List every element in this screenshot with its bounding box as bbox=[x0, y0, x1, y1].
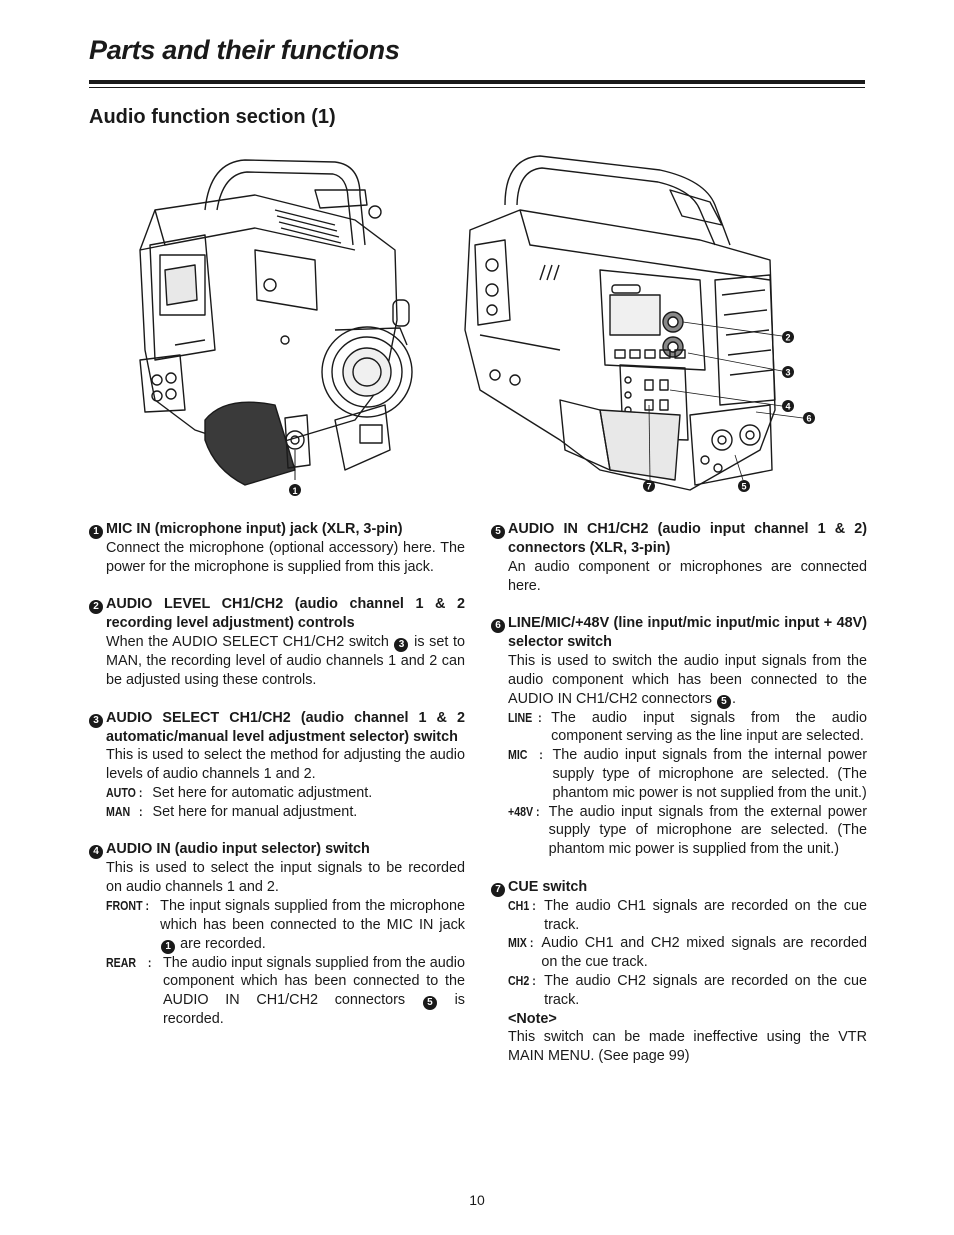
right-column bbox=[491, 520, 867, 1085]
item-audio-select bbox=[89, 709, 465, 822]
item-heading bbox=[89, 595, 465, 633]
item-heading bbox=[491, 614, 867, 652]
option-row bbox=[106, 784, 465, 803]
option-text: Set here for automatic adjustment. bbox=[152, 784, 373, 801]
option-key: MAN : bbox=[106, 804, 146, 819]
callout-7-marker bbox=[643, 480, 655, 492]
item-number-badge: 5 bbox=[491, 525, 505, 539]
option-text: Set here for manual adjustment. bbox=[152, 803, 358, 820]
option-text: The audio CH1 signals are recorded on the cue track. bbox=[544, 897, 867, 933]
item-text: This is used to select the method for adjusting the audio levels of audio channels 1 and 2. bbox=[106, 747, 465, 783]
item-mic-in bbox=[89, 520, 465, 577]
option-row bbox=[106, 954, 465, 1029]
option-row bbox=[508, 709, 867, 747]
item-description bbox=[89, 859, 465, 1029]
option-key: CH2 : bbox=[508, 973, 539, 988]
item-heading bbox=[89, 840, 465, 859]
option-row bbox=[106, 897, 465, 954]
item-reference-badge: 5 bbox=[423, 996, 437, 1010]
camera-right-side-illustration bbox=[460, 150, 820, 505]
option-row bbox=[508, 746, 867, 802]
option-text: Audio CH1 and CH2 mixed signals are recorded on the cue track. bbox=[541, 935, 867, 971]
option-text: The input signals supplied from the microphone which has been connected to the MIC IN jack 1 are recorded. bbox=[160, 897, 465, 952]
item-number-badge: 6 bbox=[491, 619, 505, 633]
item-audio-in-selector bbox=[89, 840, 465, 1029]
item-reference-badge: 3 bbox=[394, 638, 408, 652]
item-heading bbox=[491, 878, 867, 897]
item-reference-badge: 5 bbox=[717, 695, 731, 709]
item-heading bbox=[491, 520, 867, 558]
option-key: +48V : bbox=[508, 804, 543, 819]
callout-2-label: 2 bbox=[785, 332, 791, 343]
option-key: CH1 : bbox=[508, 898, 539, 913]
item-title: AUDIO SELECT CH1/CH2 (audio channel 1 & 2 automatic/manual level adjustment selector) switch bbox=[106, 709, 465, 745]
item-title: AUDIO IN CH1/CH2 (audio input channel 1 & 2) connectors (XLR, 3-pin) bbox=[508, 521, 867, 556]
option-row bbox=[508, 803, 867, 859]
option-text: The audio input signals from the external power supply type of microphone are selected. (The phantom mic power is supplied from the unit.) bbox=[548, 803, 867, 858]
camera-left-side-illustration bbox=[135, 150, 420, 505]
item-text: When the AUDIO SELECT CH1/CH2 switch bbox=[106, 634, 389, 651]
callout-5-label: 5 bbox=[741, 481, 747, 492]
option-text: The audio input signals from the internal power supply type of microphone are selected. (The phantom mic power is not supplied from the unit.) bbox=[552, 747, 867, 801]
callout-7-label: 7 bbox=[646, 481, 652, 492]
item-number-badge: 3 bbox=[89, 714, 103, 728]
item-description: Connect the microphone (optional accessory) here. The power for the microphone is supplied from this jack. bbox=[106, 540, 465, 575]
option-key: LINE : bbox=[508, 710, 545, 725]
item-heading bbox=[89, 709, 465, 747]
callout-4-label: 4 bbox=[785, 401, 791, 412]
callout-4-marker bbox=[782, 400, 794, 412]
option-text: The audio input signals from the audio component serving as the line input are selected. bbox=[551, 709, 867, 745]
item-reference-badge: 1 bbox=[161, 940, 175, 954]
item-cue-switch bbox=[491, 878, 867, 1066]
option-row bbox=[508, 972, 867, 1010]
option-key: REAR : bbox=[106, 955, 155, 970]
item-title: MIC IN (microphone input) jack (XLR, 3-pin) bbox=[106, 521, 403, 537]
callout-2-marker bbox=[782, 331, 794, 343]
item-title: CUE switch bbox=[508, 878, 588, 895]
item-description bbox=[491, 897, 867, 1066]
page-title: Parts and their functions bbox=[89, 35, 400, 65]
option-key: AUTO : bbox=[106, 785, 146, 800]
item-heading bbox=[89, 520, 465, 539]
item-title: AUDIO IN (audio input selector) switch bbox=[106, 841, 370, 858]
item-number-badge: 2 bbox=[89, 600, 103, 614]
callout-1-marker bbox=[289, 484, 301, 496]
option-row bbox=[508, 897, 867, 935]
left-column bbox=[89, 520, 465, 1048]
callout-6-marker bbox=[803, 412, 815, 424]
item-audio-in-connectors bbox=[491, 520, 867, 595]
item-audio-level bbox=[89, 595, 465, 689]
item-text: is set to MAN, the recording level of audio channels 1 and 2 can be adjusted using these controls. bbox=[106, 634, 465, 688]
note-body: This switch can be made ineffective using the VTR MAIN MENU. (See page 99) bbox=[508, 1029, 867, 1065]
callout-6-label: 6 bbox=[806, 413, 812, 424]
item-number-badge: 1 bbox=[89, 525, 103, 539]
item-description bbox=[89, 633, 465, 690]
callout-1-label: 1 bbox=[292, 486, 298, 496]
callout-3-label: 3 bbox=[785, 367, 791, 378]
section-title: Audio function section (1) bbox=[89, 106, 336, 128]
item-title: AUDIO LEVEL CH1/CH2 (audio channel 1 & 2 recording level adjustment) controls bbox=[106, 596, 465, 632]
option-key: MIX : bbox=[508, 936, 537, 951]
title-rule-thin bbox=[89, 87, 865, 88]
option-text: The audio CH2 signals are recorded on the cue track. bbox=[544, 972, 867, 1008]
item-line-mic-48v bbox=[491, 614, 867, 859]
page-number: 10 bbox=[469, 1192, 485, 1208]
item-text: This is used to switch the audio input signals from the audio component which has been connected to the AUDIO IN CH1/CH2 connectors 5 . bbox=[508, 652, 867, 707]
callout-3-marker bbox=[782, 366, 794, 378]
item-description: An audio component or microphones are connected here. bbox=[508, 558, 867, 594]
item-title: LINE/MIC/+48V (line input/mic input/mic input + 48V) selector switch bbox=[508, 615, 867, 651]
item-description bbox=[89, 746, 465, 821]
title-rule bbox=[89, 80, 865, 84]
item-number-badge: 4 bbox=[89, 845, 103, 859]
option-row bbox=[508, 934, 867, 972]
note-heading: <Note> bbox=[508, 1010, 557, 1027]
option-key: MIC : bbox=[508, 748, 546, 763]
option-row bbox=[106, 803, 465, 822]
item-description bbox=[491, 652, 867, 859]
item-text: This is used to select the input signals to be recorded on audio channels 1 and 2. bbox=[106, 860, 465, 896]
option-text: The audio input signals supplied from the audio component which has been connected to the AUDIO IN CH1/CH2 connectors 5 is recorded. bbox=[162, 954, 466, 1028]
item-number-badge: 7 bbox=[491, 883, 505, 897]
callout-5-marker bbox=[738, 480, 750, 492]
option-key: FRONT : bbox=[106, 898, 153, 913]
